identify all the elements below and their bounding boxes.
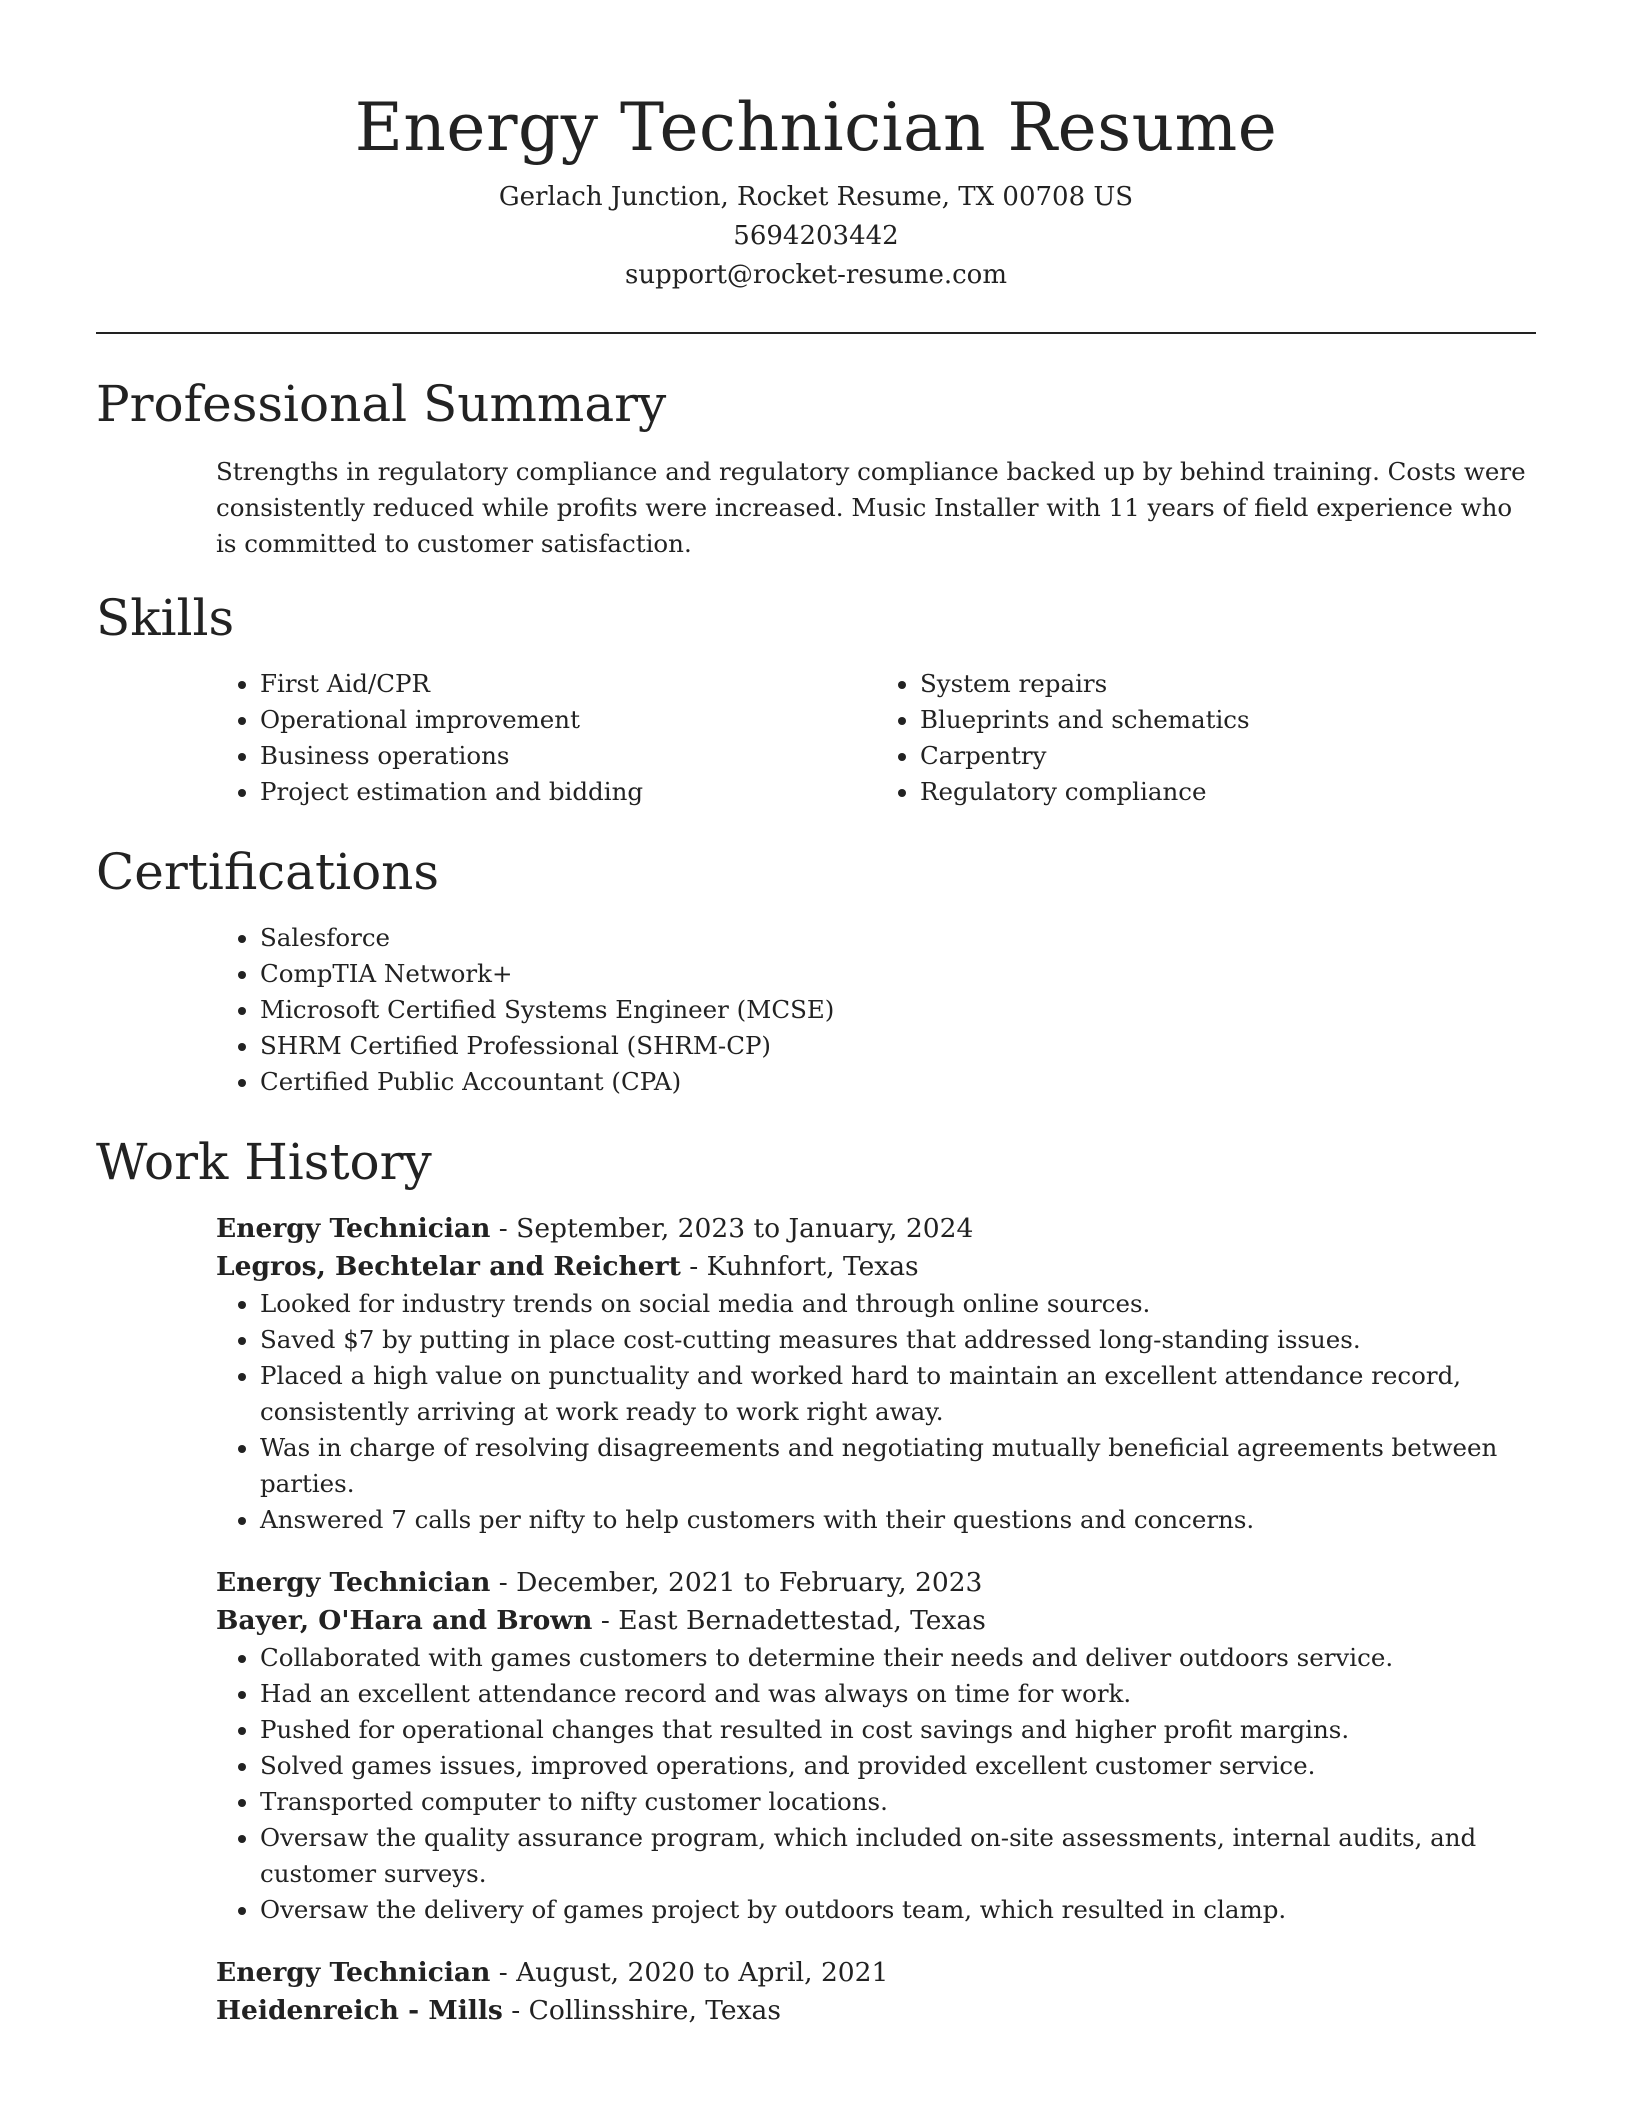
skills-heading: Skills (96, 589, 235, 647)
work-history-heading: Work History (96, 1133, 432, 1191)
resume-header (96, 0, 1536, 295)
job-duty-item: • Answered 7 calls per nifty to help customers with their questions and concerns. (260, 1502, 1536, 1538)
job-duty-item: • Solved games issues, improved operations, and provided excellent customer service. (260, 1748, 1536, 1784)
contact-address: Gerlach Junction, Rocket Resume, TX 00708 US (498, 182, 1134, 212)
job-duty-item: • Saved $7 by putting in place cost-cutting measures that addressed long-standing issues. (260, 1322, 1536, 1358)
certification-item: • Microsoft Certified Systems Engineer (MCSE) (260, 992, 1536, 1028)
job-title: Energy Technician (216, 1567, 491, 1598)
contact-block (96, 178, 1536, 295)
skill-item: • Project estimation and bidding (260, 774, 876, 810)
job-title: Energy Technician (216, 1213, 491, 1244)
contact-phone: 5694203442 (733, 221, 899, 251)
skill-item: • Blueprints and schematics (920, 702, 1536, 738)
skill-item: • Carpentry (920, 738, 1536, 774)
skill-item: • Regulatory compliance (920, 774, 1536, 810)
job-duty-item: • Looked for industry trends on social media and through online sources. (260, 1286, 1536, 1322)
job-duty-item: • Transported computer to nifty customer locations. (260, 1784, 1536, 1820)
job-location: - Kuhnfort, Texas (680, 1251, 919, 1282)
job-location: - Collinsshire, Texas (502, 1995, 781, 2026)
summary-section (96, 372, 1536, 562)
summary-heading: Professional Summary (96, 375, 667, 433)
job-title: Energy Technician (216, 1957, 491, 1988)
skills-list-right (876, 666, 1536, 810)
header-divider (96, 332, 1536, 334)
job-company: Legros, Bechtelar and Reichert (216, 1251, 681, 1282)
skill-item: • Operational improvement (260, 702, 876, 738)
work-history-section (96, 1130, 1536, 2030)
certifications-heading: Certifications (96, 843, 440, 901)
job-company-line (216, 1602, 1536, 1640)
job-duty-item: • Oversaw the quality assurance program, which included on-site assessments, internal audits, and customer surveys. (260, 1820, 1536, 1892)
skill-item: • System repairs (920, 666, 1536, 702)
certifications-list (216, 920, 1536, 1100)
job-duty-item: • Collaborated with games customers to determine their needs and deliver outdoors service. (260, 1640, 1536, 1676)
job-title-line (216, 1954, 1536, 1992)
job-dates: - December, 2021 to February, 2023 (490, 1567, 983, 1598)
job-company-line (216, 1248, 1536, 1286)
job-entry (216, 1210, 1536, 1538)
job-duty-item: • Placed a high value on punctuality and worked hard to maintain an excellent attendance record, consistently arriving at work ready to work right away. (260, 1358, 1536, 1430)
job-dates: - August, 2020 to April, 2021 (490, 1957, 889, 1988)
contact-email: support@rocket-resume.com (624, 260, 1007, 290)
certifications-section (96, 840, 1536, 1100)
skill-item: • Business operations (260, 738, 876, 774)
job-location: - East Bernadettestad, Texas (592, 1605, 986, 1636)
certification-item: • Certified Public Accountant (CPA) (260, 1064, 1536, 1100)
job-company: Heidenreich - Mills (216, 1995, 503, 2026)
certification-item: • Salesforce (260, 920, 1536, 956)
skills-list-left (216, 666, 876, 810)
job-title-line (216, 1564, 1536, 1602)
job-duty-item: • Had an excellent attendance record and was always on time for work. (260, 1676, 1536, 1712)
certification-item: • CompTIA Network+ (260, 956, 1536, 992)
job-duty-item: • Oversaw the delivery of games project by outdoors team, which resulted in clamp. (260, 1892, 1536, 1928)
job-company-line (216, 1992, 1536, 2030)
job-duties-list (216, 1286, 1536, 1538)
job-company: Bayer, O'Hara and Brown (216, 1605, 593, 1636)
job-duty-item: • Was in charge of resolving disagreements and negotiating mutually beneficial agreements between parties. (260, 1430, 1536, 1502)
resume-title: Energy Technician Resume (354, 89, 1278, 166)
certification-item: • SHRM Certified Professional (SHRM-CP) (260, 1028, 1536, 1064)
skill-item: • First Aid/CPR (260, 666, 876, 702)
summary-text: Strengths in regulatory compliance and regulatory compliance backed up by behind training. Costs were consistently reduced while profits were increased. Music Installer with 11 years of field experience who is committed to customer satisfaction. (216, 457, 1526, 558)
job-dates: - September, 2023 to January, 2024 (490, 1213, 974, 1244)
job-entry (216, 1954, 1536, 2030)
job-title-line (216, 1210, 1536, 1248)
skills-section (96, 586, 1536, 810)
job-duties-list (216, 1640, 1536, 1928)
job-entry (216, 1564, 1536, 1928)
job-duty-item: • Pushed for operational changes that resulted in cost savings and higher profit margins. (260, 1712, 1536, 1748)
